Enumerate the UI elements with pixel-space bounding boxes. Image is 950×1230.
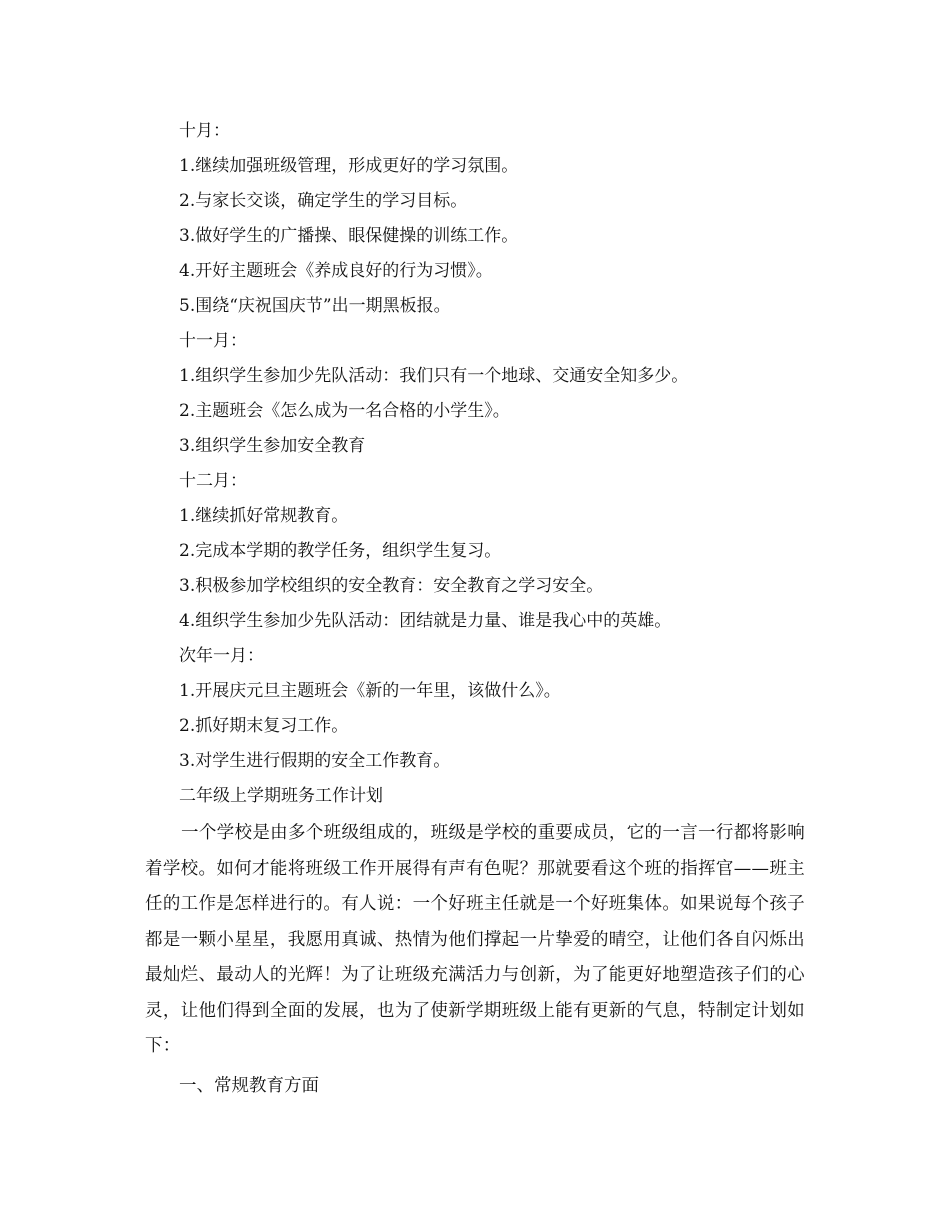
document-body: [145, 114, 805, 1104]
october-item: 2.与家长交谈，确定学生的学习目标。: [179, 191, 468, 211]
december-item: 4.组织学生参加少先队活动：团结就是力量、谁是我心中的英雄。: [179, 611, 672, 631]
section-heading-routine-education: 一、常规教育方面: [179, 1075, 319, 1096]
intro-paragraph: 一个学校是由多个班级组成的，班级是学校的重要成员，它的一言一行都将影响着学校。如何才能将班级工作开展得有声有色呢？那就要看这个班的指挥官——班主任的工作是怎样进行的。有人说：一个好班主任就是一个好班集体。如果说每个孩子都是一颗小星星，我愿用真诚、热情为他们撑起一片挚爱的晴空，让他们各自闪烁出最灿烂、最动人的光辉！为了让班级充满活力与创新，为了能更好地塑造孩子们的心灵，让他们得到全面的发展，也为了使新学期班级上能有更新的气息，特制定计划如下：: [145, 823, 805, 1056]
november-item: 2.主题班会《怎么成为一名合格的小学生》。: [179, 401, 510, 421]
january-heading: 次年一月：: [179, 646, 264, 666]
november-heading: 十一月：: [179, 331, 247, 351]
january-item: 2.抓好期末复习工作。: [179, 716, 349, 736]
october-item: 4.开好主题班会《养成良好的行为习惯》。: [179, 261, 493, 281]
october-heading: 十月：: [179, 121, 230, 141]
plan-title: 二年级上学期班务工作计划: [179, 786, 383, 806]
january-item: 3.对学生进行假期的安全工作教育。: [179, 751, 451, 771]
december-item: 2.完成本学期的教学任务，组织学生复习。: [179, 541, 502, 561]
october-item: 3.做好学生的广播操、眼保健操的训练工作。: [179, 226, 519, 246]
december-item: 1.继续抓好常规教育。: [179, 506, 349, 526]
december-item: 3.积极参加学校组织的安全教育：安全教育之学习安全。: [179, 576, 604, 596]
november-item: 3.组织学生参加安全教育: [179, 436, 366, 456]
january-item: 1.开展庆元旦主题班会《新的一年里，该做什么》。: [179, 681, 561, 701]
november-item: 1.组织学生参加少先队活动：我们只有一个地球、交通安全知多少。: [179, 366, 689, 386]
december-heading: 十二月：: [179, 471, 247, 491]
october-item: 1.继续加强班级管理，形成更好的学习氛围。: [179, 156, 519, 176]
october-item: 5.围绕“庆祝国庆节”出一期黑板报。: [179, 296, 451, 316]
